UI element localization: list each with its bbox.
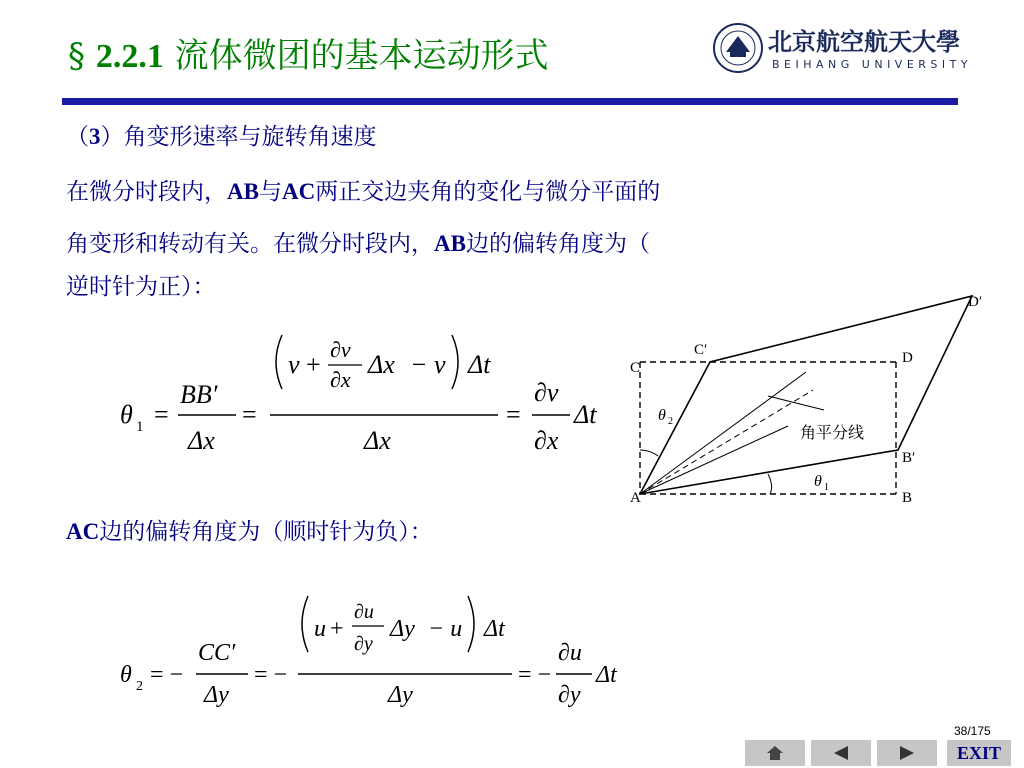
f2-eq2: = − <box>254 662 288 688</box>
label-a: A <box>630 490 641 506</box>
label-theta1: θ <box>814 473 822 490</box>
page-number: 38/175 <box>954 724 991 738</box>
f2-dy2: Δy <box>388 682 413 708</box>
f2-dy-partial: ∂y <box>354 633 373 655</box>
f2-dt1: Δt <box>484 616 505 642</box>
title-text: 流体微团的基本运动形式 <box>174 36 549 76</box>
label-d-prime: D′ <box>968 294 983 310</box>
f1-dx1: Δx <box>188 426 215 455</box>
formula-theta1 <box>112 325 612 460</box>
p3-text: 逆时针为正）： <box>66 274 216 300</box>
p1-ab: AB <box>227 179 259 204</box>
p1-segment-a: 在微分时段内， <box>66 179 227 205</box>
slide-title <box>68 28 549 77</box>
next-button[interactable] <box>877 740 939 766</box>
section-symbol: § <box>68 36 85 76</box>
f2-du2: ∂u <box>558 640 582 666</box>
f1-minus-v: − v <box>410 350 446 379</box>
slide-navigation <box>745 740 1015 766</box>
subheading-number: 3 <box>89 124 101 149</box>
line-2 <box>640 426 788 494</box>
bisector-line <box>640 390 813 494</box>
f2-dy3: ∂y <box>558 682 581 708</box>
f1-dx2: Δx <box>364 426 391 455</box>
label-b-prime: B′ <box>902 450 916 466</box>
f1-v: v <box>288 350 300 379</box>
bisector-label: 角平分线 <box>800 425 865 442</box>
line-1 <box>640 372 806 494</box>
f2-deltay: Δy <box>390 616 415 642</box>
f1-theta-sub: 1 <box>136 419 144 435</box>
f1-eq1: = <box>154 400 169 429</box>
f2-dt2: Δt <box>596 662 617 688</box>
university-name-en: BEIHANG UNIVERSITY <box>772 58 973 71</box>
p2-segment-a: 角变形和转动有关。在微分时段内， <box>66 231 434 257</box>
deformation-diagram <box>628 290 998 510</box>
p1-ac: AC <box>281 179 316 204</box>
home-icon <box>765 744 785 762</box>
prev-button[interactable] <box>811 740 873 766</box>
subheading-prefix: （ <box>66 124 89 150</box>
ac-label: AC <box>66 519 100 544</box>
university-logo <box>712 18 973 78</box>
f1-dt2: Δt <box>574 400 597 429</box>
university-name-cn: 北京航空航天大學 <box>768 27 960 56</box>
f1-eq3: = <box>506 400 521 429</box>
f1-theta: θ <box>120 400 133 429</box>
label-d: D <box>902 350 913 366</box>
home-button[interactable] <box>745 740 807 766</box>
deformed-parallelogram <box>640 296 972 494</box>
f1-dv: ∂v <box>330 337 351 362</box>
exit-button[interactable]: EXIT <box>947 740 1011 766</box>
f2-eq1: = − <box>150 662 184 688</box>
f1-plus: + <box>306 350 321 379</box>
section-number: 2.2.1 <box>95 38 164 75</box>
paragraph-line-1 <box>66 173 660 206</box>
arc-theta2 <box>640 450 658 456</box>
p2-segment-b: 边的偏转角度为（ <box>465 231 650 257</box>
subheading-text: ）角变形速率与旋转角速度 <box>100 124 377 150</box>
ac-paragraph <box>66 513 433 546</box>
formula-theta2 <box>112 590 632 715</box>
label-theta2-sub: 2 <box>668 416 673 427</box>
subheading <box>66 118 377 151</box>
f2-plus: + <box>330 616 344 642</box>
f2-minus-u: − u <box>428 616 463 642</box>
f1-dx3: ∂x <box>534 426 559 455</box>
f2-du: ∂u <box>354 601 374 623</box>
f2-cc-prime: CC′ <box>198 640 236 666</box>
f2-u: u <box>314 616 326 642</box>
university-seal-icon <box>712 22 764 74</box>
p1-segment-b: 与 <box>258 179 282 205</box>
f2-theta-sub: 2 <box>136 679 143 694</box>
label-theta1-sub: 1 <box>824 482 829 493</box>
bisector-leader <box>768 396 824 410</box>
f1-deltax: Δx <box>368 350 395 379</box>
label-c: C <box>630 360 641 376</box>
ac-text: 边的偏转角度为（顺时针为负）： <box>99 519 433 545</box>
f2-dy1: Δy <box>204 682 229 708</box>
arrow-right-icon <box>898 745 916 761</box>
label-b: B <box>902 490 913 506</box>
arrow-left-icon <box>832 745 850 761</box>
arc-theta1 <box>768 474 772 494</box>
f1-bb-prime: BB′ <box>180 380 218 409</box>
f1-dv2: ∂v <box>534 378 559 407</box>
p1-segment-c: 两正交边夹角的变化与微分平面的 <box>315 179 661 205</box>
f1-dt1: Δt <box>468 350 491 379</box>
label-theta2: θ <box>658 407 666 424</box>
label-c-prime: C′ <box>694 342 708 358</box>
f1-eq2: = <box>242 400 257 429</box>
title-divider <box>62 98 958 105</box>
p2-ab: AB <box>434 231 466 256</box>
f2-theta: θ <box>120 662 132 688</box>
f1-dx-partial: ∂x <box>330 367 351 392</box>
f2-eq3: = − <box>518 662 552 688</box>
paragraph-line-2 <box>66 225 650 258</box>
paragraph-line-3 <box>66 268 216 301</box>
